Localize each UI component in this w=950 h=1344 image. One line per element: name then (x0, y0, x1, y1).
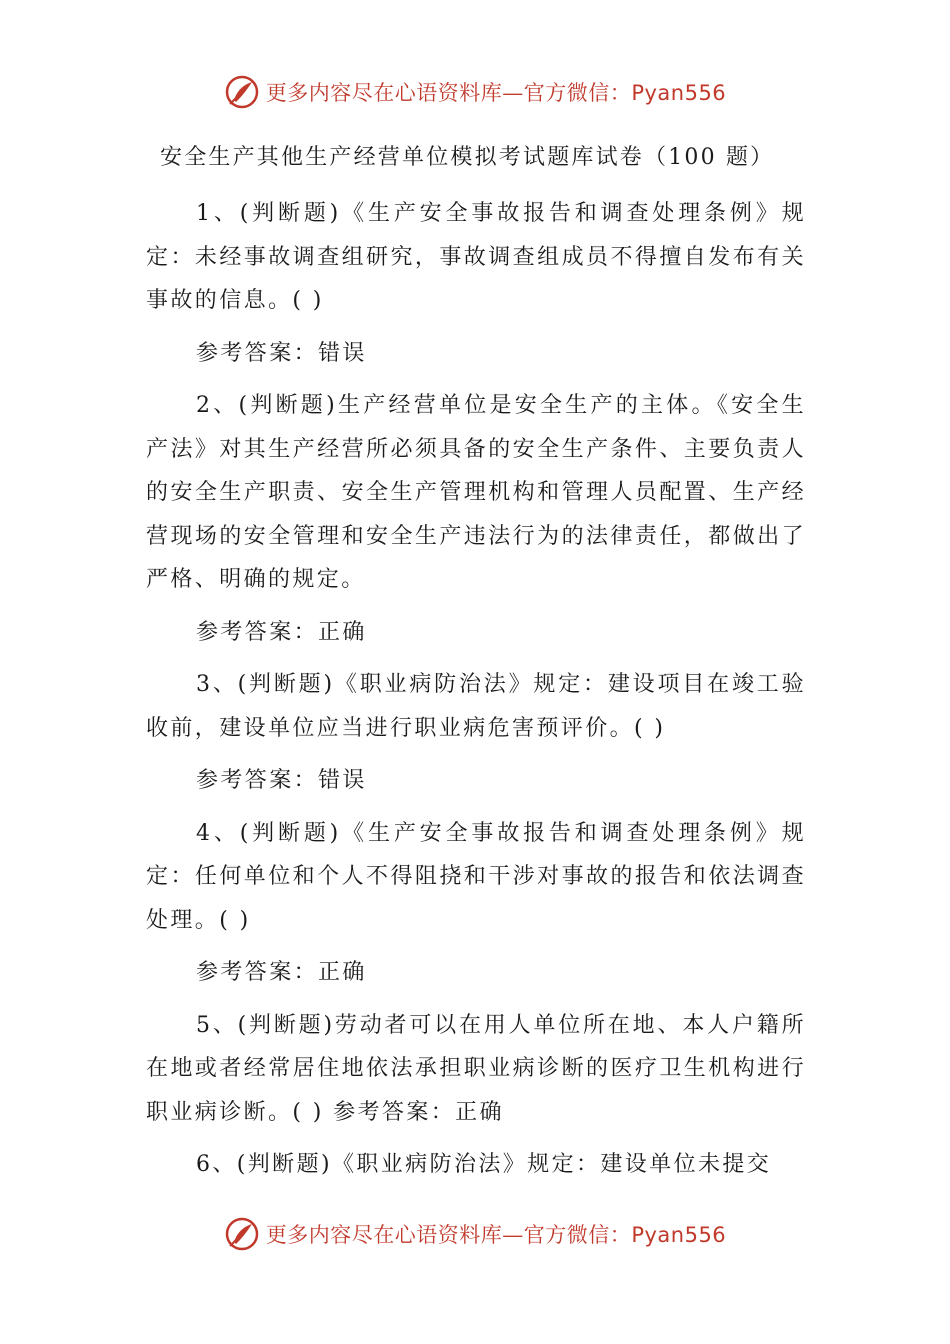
document-body (146, 192, 806, 1196)
question-paragraph: 5、(判断题)劳动者可以在用人单位所在地、本人户籍所在地或者经常居住地依法承担职业病诊断的医疗卫生机构进行职业病诊断。( ) 参考答案：正确 (146, 1012, 806, 1125)
document-title: 安全生产其他生产经营单位模拟考试题库试卷（100 题） (160, 145, 775, 170)
logo-icon (224, 74, 260, 110)
logo-icon (224, 1216, 260, 1252)
answer-line: 参考答案：正确 (196, 960, 367, 985)
question-paragraph: 6、(判断题)《职业病防治法》规定：建设单位未提交 (196, 1152, 772, 1177)
question-paragraph: 2、(判断题)生产经营单位是安全生产的主体。《安全生产法》对其生产经营所必须具备的安全生产条件、主要负责人的安全生产职责、安全生产管理机构和管理人员配置、生产经营现场的安全管理和安全生产违法行为的法律责任，都做出了严格、明确的规定。 (146, 393, 806, 592)
header-wechat-id: Pyan556 (631, 81, 727, 105)
answer-line: 参考答案：错误 (196, 340, 367, 366)
question-paragraph: 1、(判断题)《生产安全事故报告和调查处理条例》规定：未经事故调查组研究，事故调查组成员不得擅自发布有关事故的信息。( ) (146, 201, 806, 313)
header-banner (0, 70, 950, 114)
footer-banner (0, 1212, 950, 1256)
footer-wechat-id: Pyan556 (631, 1223, 727, 1247)
answer-line: 参考答案：错误 (196, 768, 367, 793)
question-paragraph: 4、(判断题)《生产安全事故报告和调查处理条例》规定：任何单位和个人不得阻挠和干涉对事故的报告和依法调查处理。( ) (146, 820, 806, 933)
footer-banner-text: 更多内容尽在心语资料库—官方微信：Pyan556 (265, 1223, 727, 1247)
header-banner-text: 更多内容尽在心语资料库—官方微信：Pyan556 (265, 81, 727, 105)
answer-line: 参考答案：正确 (196, 619, 367, 645)
question-paragraph: 3、(判断题)《职业病防治法》规定：建设项目在竣工验收前，建设单位应当进行职业病危害预评价。( ) (146, 672, 806, 741)
